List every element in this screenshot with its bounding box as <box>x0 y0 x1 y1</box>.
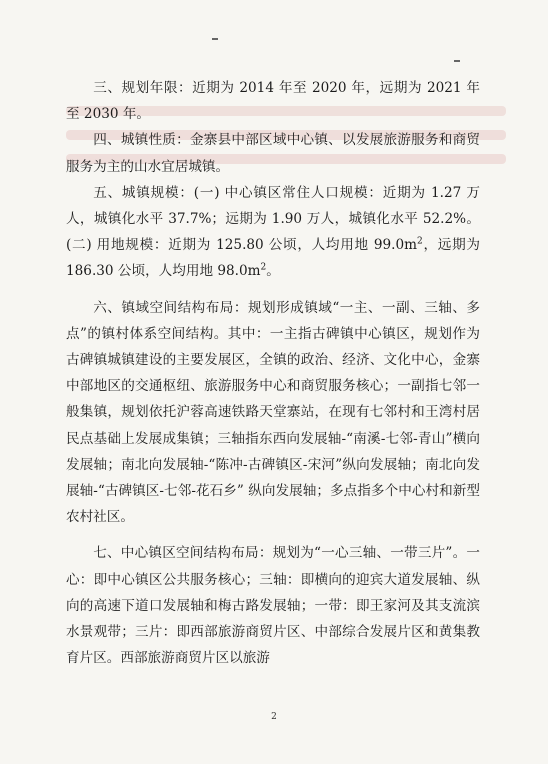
scan-mark <box>212 38 218 40</box>
paragraph-town-nature: 四、城镇性质：金寨县中部区域中心镇、以发展旅游服务和商贸服务为主的山水宜居城镇。 <box>66 132 480 175</box>
page-number: 2 <box>271 712 277 722</box>
scan-mark <box>454 60 460 62</box>
paragraph-center-layout: 七、中心镇区空间结构布局：规划为“一心三轴、一带三片”。一心：即中心镇区公共服务核心；三轴：即横向的迎宾大道发展轴、纵向的高速下道口发展轴和梅古路发展轴；一带：即王家河及其支流滨水景观带；三片：即西部旅游商贸片区、中部综合发展片区和黄集教育片区。西部旅游商贸片区以旅游 <box>66 545 480 667</box>
document-body <box>66 75 480 671</box>
paragraph-planning-period: 三、规划年限：近期为 2014 年至 2020 年，远期为 2021 年至 2030 年。 <box>66 80 480 123</box>
paragraph-town-scale: 五、城镇规模：(一) 中心镇区常住人口规模：近期为 1.27 万人，城镇化水平 37.7%；远期为 1.90 万人，城镇化水平 52.2%。(二) 用地规模：近期为 125.80 公顷，人均用地 $99.0m^2$，远期为 186.30 公顷，人均用地 $98.0m^2$。 <box>66 184 480 280</box>
paragraph-spatial-structure: 六、镇域空间结构布局：规划形成镇域“一主、一副、三轴、多点”的镇村体系空间结构。其中：一主指古碑镇中心镇区，规划作为古碑镇城镇建设的主要发展区，全镇的政治、经济、文化中心，金寨中部地区的交通枢纽、旅游服务中心和商贸服务核心；一副指七邻一般集镇，规划依托沪蓉高速铁路天堂寨站，在现有七邻村和王湾村居民点基础上发展成集镇；三轴指东西向发展轴-“南溪-七邻-青山”横向发展轴；南北向发展轴-“陈冲-古碑镇区-宋河”纵向发展轴；南北向发展轴-“古碑镇区-七邻-花石乡” 纵向发展轴；多点指多个中心村和新型农村社区。 <box>66 299 480 526</box>
